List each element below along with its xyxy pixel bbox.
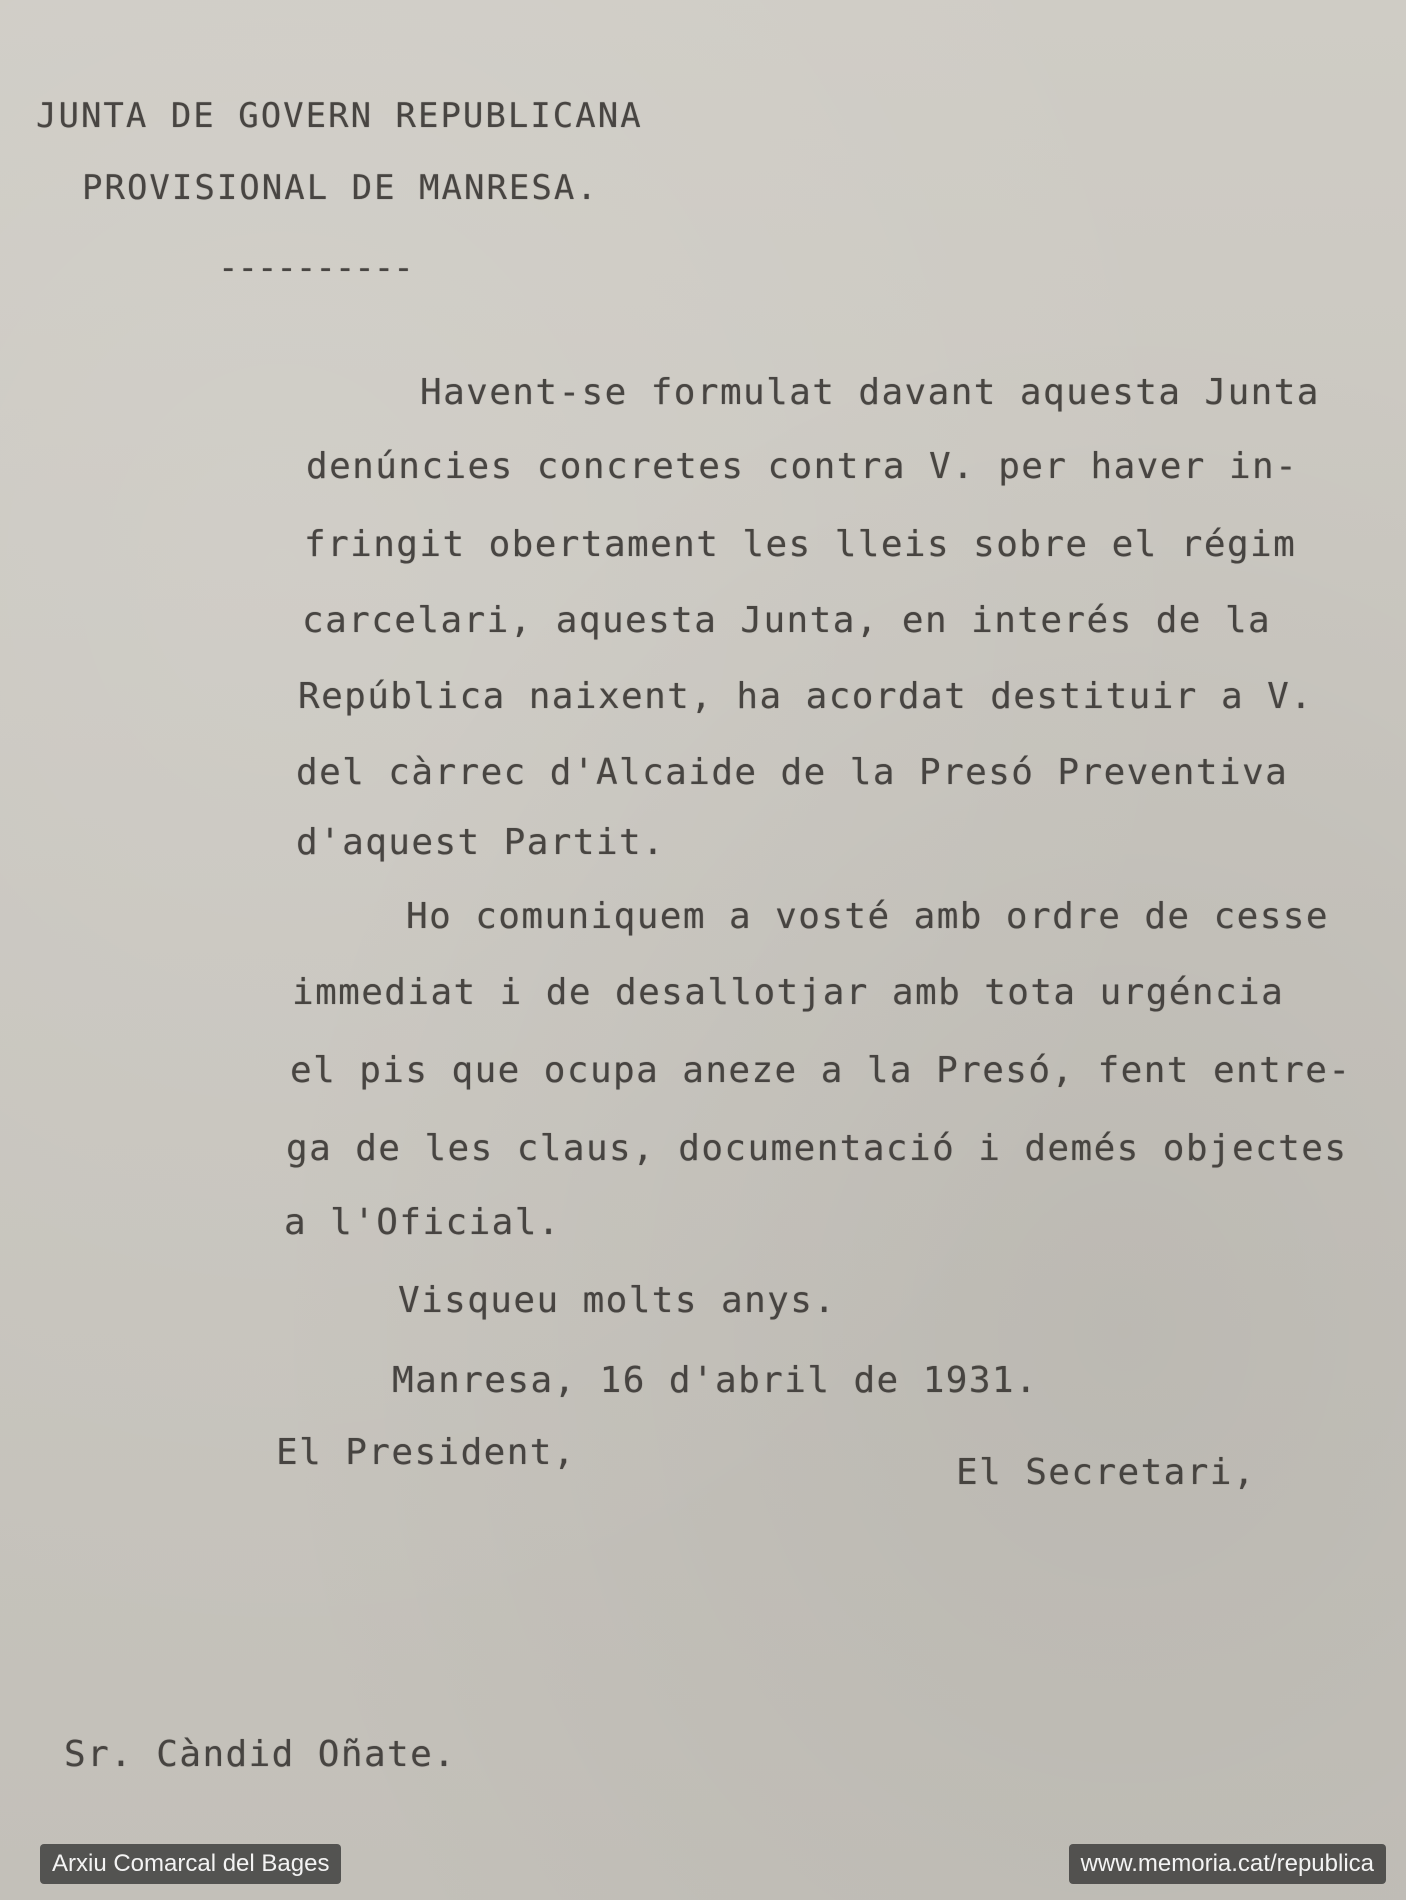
recipient-line: Sr. Càndid Oñate. [64, 1734, 457, 1775]
body-line: fringit obertament les lleis sobre el régim [304, 524, 1297, 565]
website-watermark[interactable]: www.memoria.cat/republica [1069, 1844, 1386, 1884]
body-line: Havent-se formulat davant aquesta Junta [420, 372, 1320, 413]
closing-line: Visqueu molts anys. [398, 1280, 837, 1321]
date-line: Manresa, 16 d'abril de 1931. [392, 1360, 1039, 1401]
letterhead-rule: ---------- [218, 248, 413, 288]
body-line: ga de les claus, documentació i demés objectes [286, 1128, 1348, 1169]
signature-secretary: El Secretari, [956, 1452, 1256, 1493]
body-line: denúncies concretes contra V. per haver in- [306, 446, 1299, 487]
body-line: a l'Oficial. [284, 1202, 561, 1243]
body-line: el pis que ocupa aneze a la Presó, fent entre- [290, 1050, 1352, 1091]
archive-watermark: Arxiu Comarcal del Bages [40, 1844, 341, 1884]
body-line: República naixent, ha acordat destituir a V. [298, 676, 1314, 717]
body-line: carcelari, aquesta Junta, en interés de la [302, 600, 1272, 641]
signature-president: El President, [276, 1432, 576, 1473]
body-line: del càrrec d'Alcaide de la Presó Preventiva [296, 752, 1289, 793]
letterhead-line-1: JUNTA DE GOVERN REPUBLICANA [36, 96, 643, 136]
body-line: Ho comuniquem a vosté amb ordre de cesse [406, 896, 1329, 937]
body-line: immediat i de desallotjar amb tota urgéncia [292, 972, 1285, 1013]
letterhead-line-2: PROVISIONAL DE MANRESA. [82, 168, 599, 208]
body-line: d'aquest Partit. [296, 822, 666, 863]
